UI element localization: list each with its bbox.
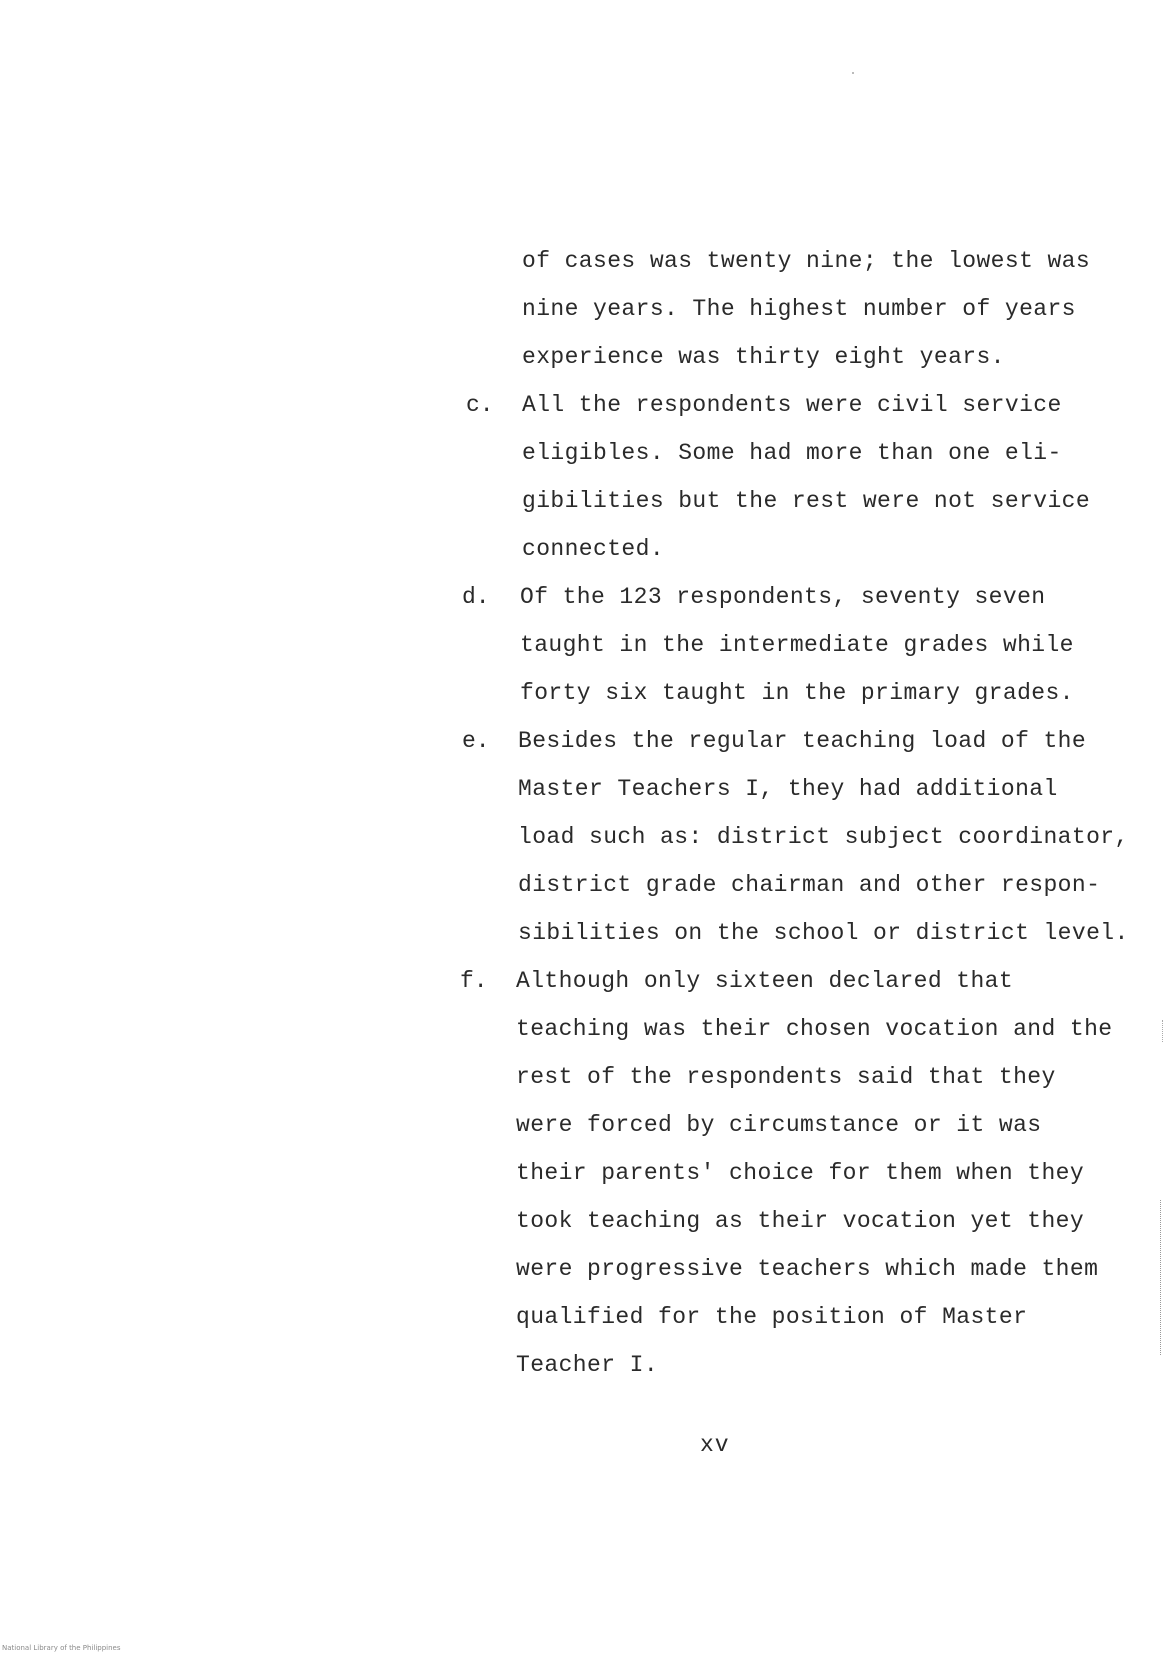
scan-margin-dots	[1160, 1200, 1162, 1355]
item-f-line-7: were progressive teachers which made them	[516, 1256, 1099, 1282]
item-f-label: f.	[460, 968, 488, 994]
item-c-line-1: All the respondents were civil service	[522, 392, 1062, 418]
item-f-line-4: were forced by circumstance or it was	[516, 1112, 1042, 1138]
item-f-line-2: teaching was their chosen vocation and the	[516, 1016, 1113, 1042]
item-d-line-2: taught in the intermediate grades while	[520, 632, 1074, 658]
item-f-line-1: Although only sixteen declared that	[516, 968, 1014, 994]
intro-line-3: experience was thirty eight years.	[522, 344, 1005, 370]
scan-margin-mark	[1162, 1020, 1164, 1042]
item-d-line-1: Of the 123 respondents, seventy seven	[520, 584, 1046, 610]
item-f-line-6: took teaching as their vocation yet they	[516, 1208, 1085, 1234]
item-f-line-8: qualified for the position of Master	[516, 1304, 1028, 1330]
item-c-line-4: connected.	[522, 536, 665, 562]
item-e-line-2: Master Teachers I, they had additional	[518, 776, 1058, 802]
item-d-line-3: forty six taught in the primary grades.	[520, 680, 1074, 706]
item-e-line-5: sibilities on the school or district level.	[518, 920, 1129, 946]
item-f-line-9: Teacher I.	[516, 1352, 659, 1378]
intro-line-1: of cases was twenty nine; the lowest was	[522, 248, 1091, 274]
item-e-label: e.	[462, 728, 490, 754]
item-f-line-5: their parents' choice for them when they	[516, 1160, 1085, 1186]
intro-line-2: nine years. The highest number of years	[522, 296, 1076, 322]
page-number: xv	[700, 1432, 730, 1458]
item-c-label: c.	[466, 392, 494, 418]
item-e-line-1: Besides the regular teaching load of the	[518, 728, 1087, 754]
item-e-line-4: district grade chairman and other respon-	[518, 872, 1101, 898]
item-c-line-2: eligibles. Some had more than one eli-	[522, 440, 1062, 466]
item-d-label: d.	[462, 584, 490, 610]
scan-speck	[852, 72, 854, 74]
item-c-line-3: gibilities but the rest were not service	[522, 488, 1091, 514]
item-e-line-3: load such as: district subject coordinator,	[518, 824, 1129, 850]
scan-footer-note: National Library of the Philippines	[2, 1644, 121, 1652]
item-f-line-3: rest of the respondents said that they	[516, 1064, 1056, 1090]
